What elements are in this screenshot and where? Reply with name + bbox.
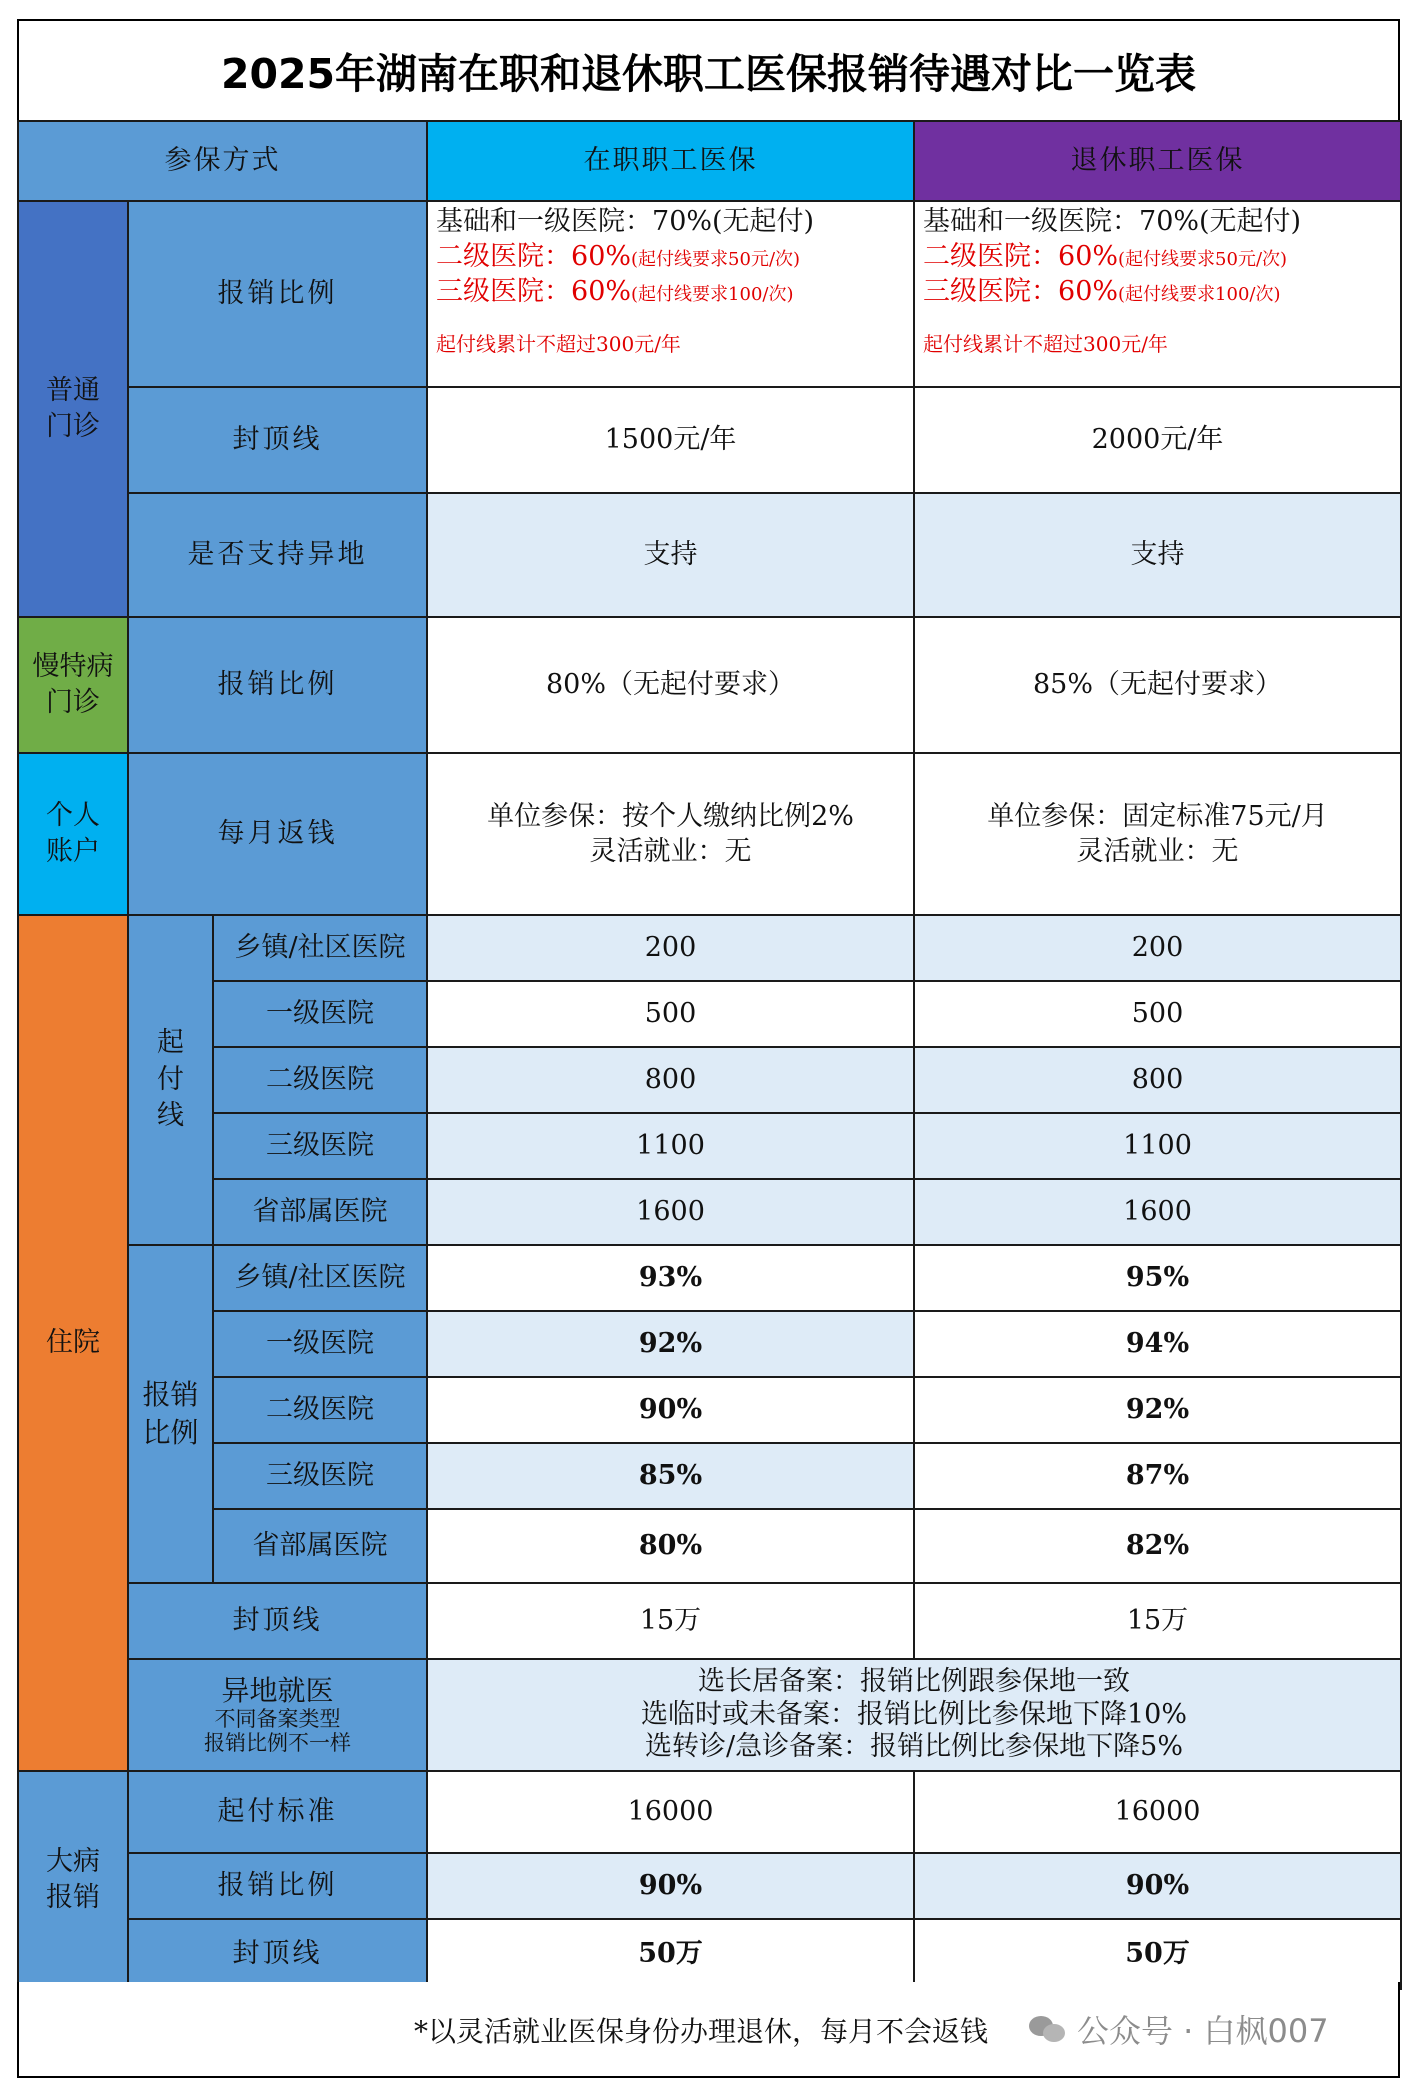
deductible-row-employed: 800: [427, 1047, 914, 1113]
outpatient-remote-retired: 支持: [914, 493, 1401, 617]
ratio-row-employed: 90%: [427, 1377, 914, 1443]
serious-ratio-label: 报销比例: [128, 1853, 427, 1919]
hospital-ratio-label: 报销比例: [128, 1245, 213, 1583]
deductible-row-label: 省部属医院: [213, 1179, 427, 1245]
ratio-row-label: 省部属医院: [213, 1509, 427, 1583]
hospital-deductible-label: 起付线: [128, 915, 213, 1245]
deductible-row-retired: 200: [914, 915, 1401, 981]
footer-note: *以灵活就业医保身份办理退休，每月不会返钱: [414, 2015, 989, 2048]
page-title: 2025年湖南在职和退休职工医保报销待遇对比一览表: [17, 19, 1400, 120]
chronic-ratio-label: 报销比例: [128, 617, 427, 753]
ratio-row-label: 乡镇/社区医院: [213, 1245, 427, 1311]
category-serious: 大病报销: [18, 1771, 128, 1989]
serious-ratio-employed: 90%: [427, 1853, 914, 1919]
watermark: [1029, 2006, 1329, 2052]
outpatient-remote-employed: 支持: [427, 493, 914, 617]
outpatient-remote-label: 是否支持异地: [128, 493, 427, 617]
account-employed: 单位参保：按个人缴纳比例2% 灵活就业：无: [427, 753, 914, 915]
category-account: 个人账户: [18, 753, 128, 915]
ratio-row-retired: 87%: [914, 1443, 1401, 1509]
serious-start-employed: 16000: [427, 1771, 914, 1853]
serious-ratio-retired: 90%: [914, 1853, 1401, 1919]
outpatient-cap-retired: 2000元/年: [914, 387, 1401, 493]
header-employed: 在职职工医保: [427, 121, 914, 201]
account-label: 每月返钱: [128, 753, 427, 915]
serious-cap-employed: 50万: [427, 1919, 914, 1989]
serious-cap-label: 封顶线: [128, 1919, 427, 1989]
ratio-row-label: 二级医院: [213, 1377, 427, 1443]
category-chronic: 慢特病门诊: [18, 617, 128, 753]
serious-start-label: 起付标准: [128, 1771, 427, 1853]
deductible-row-employed: 1100: [427, 1113, 914, 1179]
ratio-row-label: 三级医院: [213, 1443, 427, 1509]
ratio-row-employed: 92%: [427, 1311, 914, 1377]
comparison-table: [17, 120, 1402, 1990]
hospital-cap-employed: 15万: [427, 1583, 914, 1659]
account-retired: 单位参保：固定标准75元/月 灵活就业：无: [914, 753, 1401, 915]
deductible-row-label: 乡镇/社区医院: [213, 915, 427, 981]
hospital-cap-retired: 15万: [914, 1583, 1401, 1659]
deductible-row-retired: 1100: [914, 1113, 1401, 1179]
category-outpatient: 普通门诊: [18, 201, 128, 617]
deductible-row-employed: 1600: [427, 1179, 914, 1245]
ratio-row-retired: 94%: [914, 1311, 1401, 1377]
chronic-ratio-employed: 80%（无起付要求）: [427, 617, 914, 753]
hospital-cap-label: 封顶线: [128, 1583, 427, 1659]
ratio-row-retired: 82%: [914, 1509, 1401, 1583]
outpatient-ratio-retired: 基础和一级医院：70%(无起付) 二级医院：60%(起付线要求50元/次) 三级医院：60%(起付线要求100/次) 起付线累计不超过300元/年: [914, 201, 1401, 387]
ratio-row-retired: 92%: [914, 1377, 1401, 1443]
deductible-row-label: 三级医院: [213, 1113, 427, 1179]
chronic-ratio-retired: 85%（无起付要求）: [914, 617, 1401, 753]
deductible-row-retired: 800: [914, 1047, 1401, 1113]
serious-start-retired: 16000: [914, 1771, 1401, 1853]
ratio-row-label: 一级医院: [213, 1311, 427, 1377]
ratio-row-employed: 93%: [427, 1245, 914, 1311]
ratio-row-retired: 95%: [914, 1245, 1401, 1311]
outpatient-ratio-label: 报销比例: [128, 201, 427, 387]
category-hospital: 住院: [18, 915, 128, 1771]
deductible-row-retired: 1600: [914, 1179, 1401, 1245]
deductible-row-employed: 200: [427, 915, 914, 981]
serious-cap-retired: 50万: [914, 1919, 1401, 1989]
header-plan-type: 参保方式: [18, 121, 427, 201]
hospital-remote-rules: 选长居备案：报销比例跟参保地一致 选临时或未备案：报销比例比参保地下降10% 选转诊/急诊备案：报销比例比参保地下降5%: [427, 1659, 1401, 1771]
outpatient-ratio-employed: 基础和一级医院：70%(无起付) 二级医院：60%(起付线要求50元/次) 三级医院：60%(起付线要求100/次) 起付线累计不超过300元/年: [427, 201, 914, 387]
deductible-row-label: 一级医院: [213, 981, 427, 1047]
deductible-row-employed: 500: [427, 981, 914, 1047]
outpatient-cap-label: 封顶线: [128, 387, 427, 493]
header-retired: 退休职工医保: [914, 121, 1401, 201]
footer: [17, 1982, 1400, 2078]
ratio-row-employed: 85%: [427, 1443, 914, 1509]
ratio-row-employed: 80%: [427, 1509, 914, 1583]
watermark-text: 公众号 · 白枫007: [1077, 2012, 1329, 2050]
wechat-icon: [1029, 2014, 1067, 2044]
outpatient-cap-employed: 1500元/年: [427, 387, 914, 493]
deductible-row-retired: 500: [914, 981, 1401, 1047]
deductible-row-label: 二级医院: [213, 1047, 427, 1113]
hospital-remote-label: 异地就医 不同备案类型 报销比例不一样: [128, 1659, 427, 1771]
